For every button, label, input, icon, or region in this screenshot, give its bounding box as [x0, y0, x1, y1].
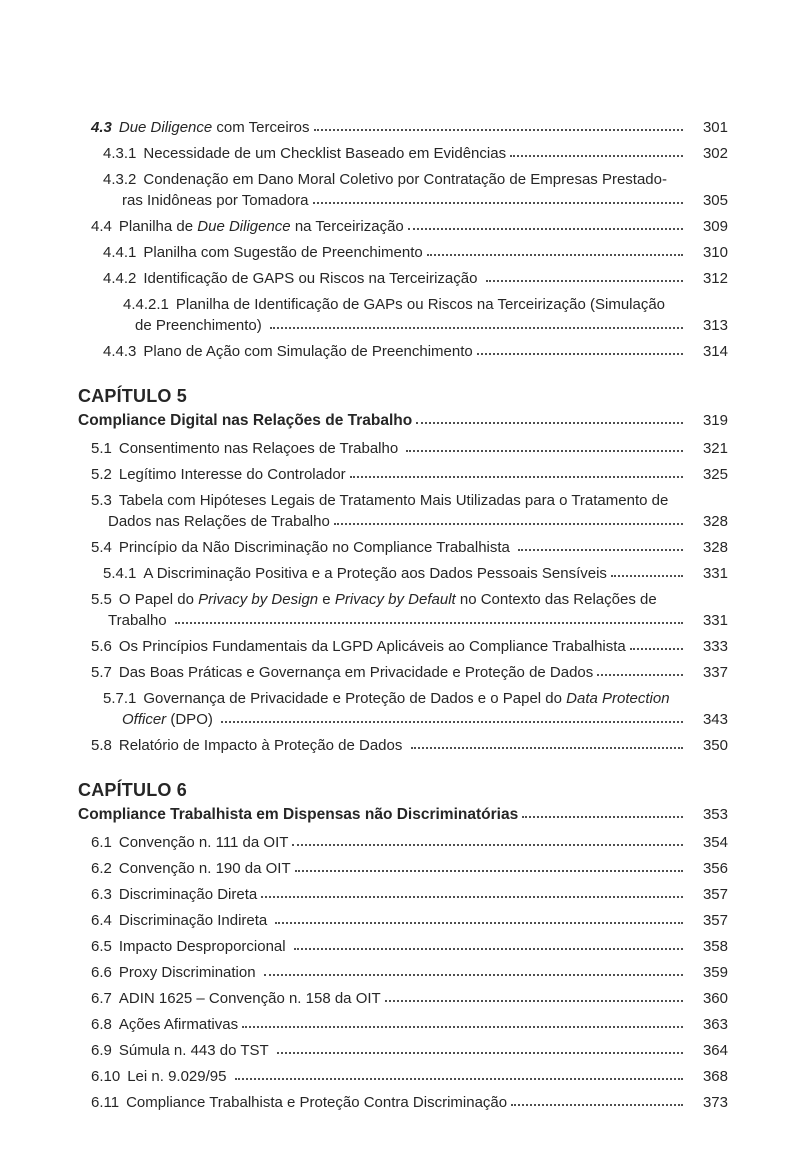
entry-text [123, 294, 665, 315]
toc-entry-line [78, 858, 728, 879]
toc-entry-line [78, 216, 728, 237]
page-number: 356 [702, 860, 728, 877]
toc-entry-line [78, 490, 728, 511]
toc-entry-line [78, 910, 728, 931]
dot-leader [264, 974, 683, 976]
page-number: 350 [702, 737, 728, 754]
toc-entry-line [78, 636, 728, 657]
toc-entry [78, 936, 728, 957]
page-number: 354 [702, 834, 728, 851]
toc-entry [78, 1014, 728, 1035]
page-number: 321 [702, 440, 728, 457]
toc-entry [78, 662, 728, 683]
entry-text-segment: Planilha com Sugestão de Preenchimento [143, 244, 423, 261]
entry-text [91, 1092, 507, 1113]
toc-entry-line [78, 1066, 728, 1087]
page-number: 357 [702, 912, 728, 929]
chapter-title-row [78, 409, 728, 433]
entry-text-segment: Das Boas Práticas e Governança em Privacidade e Proteção de Dados [118, 664, 594, 681]
dot-leader [611, 575, 683, 577]
dot-leader [270, 327, 683, 329]
entry-text [91, 490, 668, 511]
entry-text [108, 610, 171, 631]
entry-text [91, 662, 593, 683]
toc-entry-line [78, 563, 728, 584]
toc-entry [78, 832, 728, 853]
entry-text-segment: de Preenchimento) [135, 317, 266, 334]
dot-leader [518, 549, 683, 551]
entry-text [91, 936, 290, 957]
entry-text-segment: Necessidade de um Checklist Baseado em Evidências [143, 145, 507, 162]
dot-leader [597, 674, 683, 676]
dot-leader [416, 422, 683, 424]
entry-text [103, 688, 670, 709]
toc-entry-line [78, 662, 728, 683]
entry-number: 5.1 [91, 440, 112, 457]
entry-number: 6.9 [91, 1042, 112, 1059]
entry-number: 5.3 [91, 492, 112, 509]
entry-text [108, 511, 330, 532]
entry-text-segment: e [318, 591, 335, 608]
entry-text [91, 832, 288, 853]
toc-entry [78, 490, 728, 532]
entry-number: 5.5 [91, 591, 112, 608]
toc-entry-line [78, 242, 728, 263]
entry-text-segment: Planilha de [118, 218, 198, 235]
dot-leader [406, 450, 683, 452]
entry-text-segment: Discriminação Indireta [118, 912, 272, 929]
entry-text [91, 910, 271, 931]
toc-entry-line [78, 688, 728, 709]
entry-number: 4.4 [91, 218, 112, 235]
dot-leader [511, 1104, 683, 1106]
dot-leader [261, 896, 683, 898]
toc-entry-line [78, 936, 728, 957]
entry-text [91, 735, 407, 756]
toc-entry [78, 294, 728, 336]
entry-number: 6.11 [91, 1094, 120, 1111]
entry-text-segment: ADIN 1625 – Convenção n. 158 da OIT [118, 990, 381, 1007]
toc-entry-line [78, 988, 728, 1009]
dot-leader [275, 922, 683, 924]
dot-leader [411, 747, 683, 749]
toc-entry [78, 884, 728, 905]
page-number: 301 [702, 119, 728, 136]
table-of-contents [78, 117, 728, 1113]
entry-number: 5.7.1 [103, 690, 137, 707]
page-number: 309 [702, 218, 728, 235]
toc-entry-line [78, 294, 728, 315]
entry-text-segment: Convenção n. 190 da OIT [118, 860, 291, 877]
entry-text-segment: Privacy by Design [198, 591, 319, 608]
entry-number: 6.2 [91, 860, 112, 877]
dot-leader [510, 155, 683, 157]
entry-number: 6.6 [91, 964, 112, 981]
entry-text [135, 315, 266, 336]
entry-text-segment: Proxy Discrimination [118, 964, 260, 981]
toc-entry [78, 169, 728, 211]
entry-text-segment: Súmula n. 443 do TST [118, 1042, 273, 1059]
toc-entry [78, 438, 728, 459]
toc-entry [78, 735, 728, 756]
toc-entry-line [78, 735, 728, 756]
page-number: 331 [702, 612, 728, 629]
entry-number: 6.5 [91, 938, 112, 955]
toc-entry-line [78, 537, 728, 558]
page-number: 360 [702, 990, 728, 1007]
entry-text [91, 438, 402, 459]
toc-entry-line [78, 589, 728, 610]
entry-number: 4.4.2.1 [123, 296, 169, 313]
dot-leader [314, 129, 683, 131]
entry-text-segment: Governança de Privacidade e Proteção de Dados e o Papel do [143, 690, 567, 707]
entry-text-segment: Convenção n. 111 da OIT [118, 834, 289, 851]
toc-entry-line [78, 610, 728, 631]
entry-text-segment: O Papel do [118, 591, 199, 608]
chapter-heading [78, 384, 728, 433]
entry-text [122, 190, 309, 211]
entry-number: 5.6 [91, 638, 112, 655]
entry-text [91, 1040, 273, 1061]
toc-entry-line [78, 511, 728, 532]
dot-leader [175, 622, 683, 624]
entry-text-segment: Princípio da Não Discriminação no Compliance Trabalhista [118, 539, 515, 556]
toc-entry [78, 537, 728, 558]
entry-text [103, 563, 607, 584]
toc-entry [78, 1092, 728, 1113]
entry-text [103, 268, 482, 289]
dot-leader [292, 844, 683, 846]
entry-text-segment: Planilha de Identificação de GAPs ou Riscos na Terceirização (Simulação [175, 296, 666, 313]
entry-text-segment: Ações Afirmativas [118, 1016, 239, 1033]
page-number: 364 [702, 1042, 728, 1059]
dot-leader [277, 1052, 683, 1054]
entry-number: 5.2 [91, 466, 112, 483]
entry-text-segment: Data Protection [566, 690, 670, 707]
entry-text-segment: Condenação em Dano Moral Coletivo por Contratação de Empresas Prestado- [143, 171, 667, 188]
dot-leader [486, 280, 683, 282]
entry-number: 4.3.2 [103, 171, 137, 188]
toc-entry [78, 268, 728, 289]
entry-text [91, 464, 346, 485]
dot-leader [235, 1078, 683, 1080]
chapter-title: Compliance Trabalhista em Dispensas não Discriminatórias [78, 806, 519, 823]
page-number: 314 [702, 343, 728, 360]
entry-number: 6.1 [91, 834, 112, 851]
page-number: 357 [702, 886, 728, 903]
dot-leader [477, 353, 683, 355]
dot-leader [350, 476, 683, 478]
page-number: 337 [702, 664, 728, 681]
toc-entry [78, 563, 728, 584]
dot-leader [242, 1026, 683, 1028]
entry-text-segment: Lei n. 9.029/95 [127, 1068, 231, 1085]
toc-entry-line [78, 884, 728, 905]
page-number: 319 [702, 412, 728, 429]
toc-entry [78, 216, 728, 237]
toc-entry [78, 117, 728, 138]
chapter-title: Compliance Digital nas Relações de Trabalho [78, 412, 413, 429]
page-number: 373 [702, 1094, 728, 1111]
toc-entry-line [78, 169, 728, 190]
toc-entry [78, 910, 728, 931]
entry-text-segment: Discriminação Direta [118, 886, 258, 903]
page-number: 363 [702, 1016, 728, 1033]
entry-text [91, 636, 626, 657]
entry-number: 4.4.3 [103, 343, 137, 360]
entry-text [91, 884, 257, 905]
page-number: 328 [702, 539, 728, 556]
entry-text-segment: Identificação de GAPS ou Riscos na Terceirização [143, 270, 482, 287]
entry-text [91, 117, 310, 138]
entry-text-segment: Tabela com Hipóteses Legais de Tratamento Mais Utilizadas para o Tratamento de [118, 492, 669, 509]
entry-number: 4.3 [91, 119, 112, 136]
toc-entry [78, 242, 728, 263]
toc-entry-line [78, 143, 728, 164]
dot-leader [294, 948, 683, 950]
entry-text [103, 143, 506, 164]
chapter-label: CAPÍTULO 5 [78, 386, 188, 406]
entry-number: 4.3.1 [103, 145, 137, 162]
dot-leader [313, 202, 683, 204]
toc-entry-line [78, 315, 728, 336]
page-number: 328 [702, 513, 728, 530]
chapter-label: CAPÍTULO 6 [78, 780, 188, 800]
dot-leader [408, 228, 683, 230]
entry-number: 6.4 [91, 912, 112, 929]
toc-entry-line [78, 438, 728, 459]
page-number: 353 [702, 806, 728, 823]
toc-entry [78, 1040, 728, 1061]
toc-entry-line [78, 268, 728, 289]
entry-text [91, 1066, 231, 1087]
page-number: 359 [702, 964, 728, 981]
chapter-title-row [78, 803, 728, 827]
toc-entry [78, 464, 728, 485]
toc-entry [78, 636, 728, 657]
entry-text [91, 537, 514, 558]
toc-entry [78, 858, 728, 879]
entry-text [91, 1014, 238, 1035]
entry-text-segment: Due Diligence [197, 218, 291, 235]
page-number: 310 [702, 244, 728, 261]
toc-entry-line [78, 1092, 728, 1113]
entry-text-segment: Compliance Trabalhista e Proteção Contra Discriminação [126, 1094, 508, 1111]
entry-number: 6.3 [91, 886, 112, 903]
entry-text [91, 589, 657, 610]
entry-text-segment: Dados nas Relações de Trabalho [108, 513, 330, 530]
entry-text-segment: Due Diligence [118, 119, 213, 136]
entry-number: 5.7 [91, 664, 112, 681]
toc-entry [78, 143, 728, 164]
toc-entry-line [78, 190, 728, 211]
page-number: 305 [702, 192, 728, 209]
entry-text [103, 341, 473, 362]
toc-entry-line [78, 832, 728, 853]
page-number: 343 [702, 711, 728, 728]
page-number: 333 [702, 638, 728, 655]
entry-text-segment: Privacy by Default [334, 591, 456, 608]
entry-number: 4.4.1 [103, 244, 137, 261]
page-number: 358 [702, 938, 728, 955]
entry-number: 6.8 [91, 1016, 112, 1033]
page-number: 331 [702, 565, 728, 582]
toc-entry-line [78, 341, 728, 362]
toc-entry [78, 589, 728, 631]
dot-leader [427, 254, 683, 256]
page-number: 312 [702, 270, 728, 287]
toc-entry [78, 962, 728, 983]
entry-text [91, 858, 291, 879]
entry-text [103, 169, 667, 190]
entry-text-segment: ras Inidôneas por Tomadora [122, 192, 309, 209]
entry-text-segment: Plano de Ação com Simulação de Preenchimento [143, 343, 473, 360]
page-number: 302 [702, 145, 728, 162]
entry-text [122, 709, 217, 730]
dot-leader [522, 816, 683, 818]
entry-number: 5.8 [91, 737, 112, 754]
entry-text [91, 988, 381, 1009]
entry-text-segment: no Contexto das Relações de [455, 591, 657, 608]
toc-entry [78, 1066, 728, 1087]
entry-text-segment: Trabalho [108, 612, 171, 629]
toc-entry-line [78, 1040, 728, 1061]
entry-text-segment: Consentimento nas Relaçoes de Trabalho [118, 440, 403, 457]
dot-leader [630, 648, 683, 650]
entry-number: 4.4.2 [103, 270, 137, 287]
entry-text-segment: A Discriminação Positiva e a Proteção aos Dados Pessoais Sensíveis [143, 565, 607, 582]
toc-entry [78, 688, 728, 730]
page-number: 313 [702, 317, 728, 334]
entry-text-segment: Legítimo Interesse do Controlador [118, 466, 346, 483]
entry-text [91, 216, 404, 237]
toc-entry [78, 988, 728, 1009]
entry-text [103, 242, 423, 263]
entry-number: 5.4.1 [103, 565, 137, 582]
dot-leader [385, 1000, 683, 1002]
page-number: 368 [702, 1068, 728, 1085]
toc-entry-line [78, 709, 728, 730]
dot-leader [334, 523, 683, 525]
entry-text-segment: Officer [122, 711, 167, 728]
page-number: 325 [702, 466, 728, 483]
entry-text [91, 962, 260, 983]
dot-leader [295, 870, 683, 872]
toc-entry-line [78, 117, 728, 138]
entry-text-segment: com Terceiros [212, 119, 310, 136]
entry-text-segment: na Terceirização [290, 218, 404, 235]
toc-entry-line [78, 464, 728, 485]
toc-entry-line [78, 1014, 728, 1035]
dot-leader [221, 721, 683, 723]
entry-number: 6.7 [91, 990, 112, 1007]
entry-text-segment: (DPO) [166, 711, 218, 728]
chapter-heading [78, 778, 728, 827]
entry-text-segment: Impacto Desproporcional [118, 938, 290, 955]
toc-entry [78, 341, 728, 362]
entry-number: 5.4 [91, 539, 112, 556]
entry-number: 6.10 [91, 1068, 121, 1085]
entry-text-segment: Os Princípios Fundamentais da LGPD Aplicáveis ao Compliance Trabalhista [118, 638, 626, 655]
entry-text-segment: Relatório de Impacto à Proteção de Dados [118, 737, 407, 754]
toc-entry-line [78, 962, 728, 983]
